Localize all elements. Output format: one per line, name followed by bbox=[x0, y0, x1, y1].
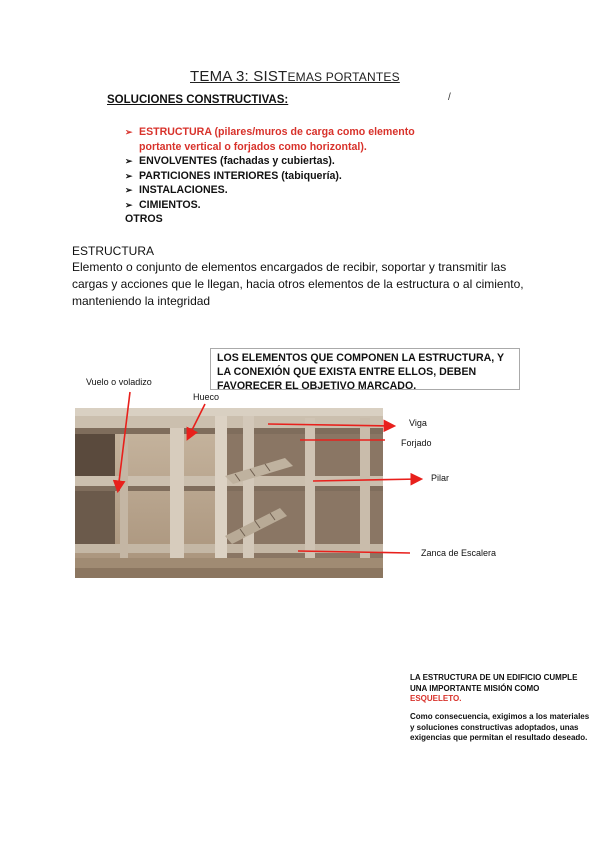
arrow-viga bbox=[268, 424, 393, 426]
label-pilar: Pilar bbox=[431, 473, 450, 483]
arrow-bullet-icon: ➢ bbox=[125, 127, 133, 137]
list-item-instalaciones: ➢ INSTALACIONES. bbox=[125, 184, 228, 196]
title-small: EMAS PORTANTES bbox=[287, 70, 400, 84]
label-viga: Viga bbox=[409, 418, 427, 428]
corner-mark: / bbox=[448, 92, 451, 103]
list-item-envolventes: ➢ ENVOLVENTES (fachadas y cubiertas). bbox=[125, 155, 335, 167]
title-main: TEMA 3: SIST bbox=[190, 68, 288, 85]
label-forjado: Forjado bbox=[401, 438, 432, 448]
label-zanca: Zanca de Escalera bbox=[421, 548, 497, 558]
arrow-bullet-icon: ➢ bbox=[125, 170, 133, 181]
label-vuelo: Vuelo o voladizo bbox=[86, 377, 152, 387]
arrow-zanca bbox=[298, 551, 410, 553]
estructura-definition: Elemento o conjunto de elementos encargados de recibir, soportar y transmitir las cargas y acciones que le llegan, hacia otros elementos de la estructura o al cimiento, manteniendo la integridad bbox=[72, 260, 524, 308]
label-hueco: Hueco bbox=[193, 392, 220, 402]
list-item-structure: ➢ ESTRUCTURA (pilares/muros de carga como elemento portante vertical o forjados como horizontal). bbox=[125, 126, 415, 153]
arrow-pilar bbox=[313, 479, 420, 481]
arrow-bullet-icon: ➢ bbox=[125, 185, 133, 195]
list-item-particiones: ➢ PARTICIONES INTERIORES (tabiquería). bbox=[125, 169, 342, 182]
section-subtitle: SOLUCIONES CONSTRUCTIVAS: bbox=[107, 94, 289, 106]
skeleton-note: LA ESTRUCTURA DE UN EDIFICIO CUMPLE UNA IMPORTANTE MISIÓN COMO ESQUELETO. bbox=[410, 673, 578, 703]
list-item-cimientos: ➢ CIMIENTOS. bbox=[125, 198, 201, 211]
arrow-hueco bbox=[188, 404, 205, 438]
skeleton-word: ESQUELETO. bbox=[410, 694, 462, 703]
list-item-otros: OTROS bbox=[125, 213, 163, 225]
arrow-bullet-icon: ➢ bbox=[125, 156, 133, 166]
estructura-heading: ESTRUCTURA bbox=[72, 244, 155, 258]
consequence-note: Como consecuencia, exigimos a los materiales y soluciones constructivas adoptados, unas exigencias que permitan el resultado deseado. bbox=[410, 712, 590, 742]
callout-box: LOS ELEMENTOS QUE COMPONEN LA ESTRUCTURA, Y LA CONEXIÓN QUE EXISTA ENTRE ELLOS, DEBEN FAVORECER EL OBJETIVO MARCADO. bbox=[210, 348, 520, 390]
arrow-bullet-icon: ➢ bbox=[125, 199, 133, 210]
arrow-vuelo bbox=[118, 392, 130, 490]
